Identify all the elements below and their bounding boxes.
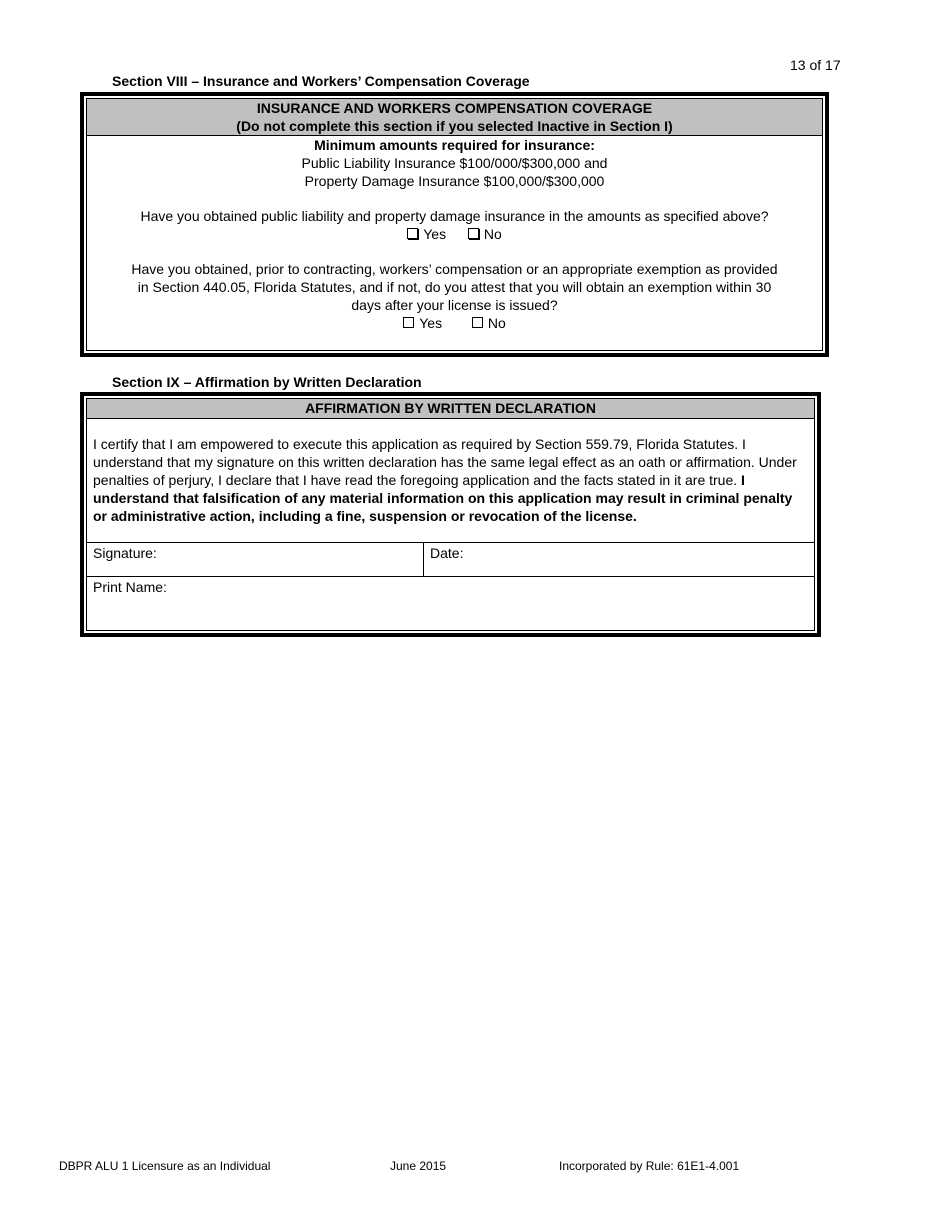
print-name-label: Print Name: bbox=[93, 579, 167, 595]
footer-form-name: DBPR ALU 1 Licensure as an Individual bbox=[59, 1159, 271, 1173]
checkbox-icon[interactable] bbox=[407, 228, 418, 239]
q1-no-option[interactable]: No bbox=[468, 226, 502, 242]
page-number: 13 of 17 bbox=[790, 57, 841, 73]
section-9-title: Section IX – Affirmation by Written Declaration bbox=[112, 374, 422, 390]
affirmation-header: AFFIRMATION BY WRITTEN DECLARATION bbox=[87, 399, 814, 419]
insurance-box bbox=[80, 92, 829, 357]
footer-date: June 2015 bbox=[390, 1159, 447, 1173]
print-name-field[interactable] bbox=[87, 577, 814, 610]
insurance-header-line1: INSURANCE AND WORKERS COMPENSATION COVERAGE bbox=[256, 100, 653, 116]
question-workers-comp-options bbox=[87, 314, 822, 332]
q2-no-option[interactable]: No bbox=[472, 315, 506, 331]
q1-yes-option[interactable]: Yes bbox=[407, 226, 446, 242]
liability-amount: Public Liability Insurance $100/000/$300,000 and bbox=[301, 155, 608, 171]
signature-field[interactable] bbox=[87, 543, 424, 576]
affirmation-text: I certify that I am empowered to execute this application as required by Section 559.79, Florida Statutes. I understand that my signature on this written declaration has the same legal effect as an oath or affirmation. Under penalties of perjury, I declare that I have read the foregoing application and the facts stated in it are true. I understand that falsification of any material information on this application may result in criminal penalty or administrative action, including a fine, suspension or revocation of the license. bbox=[93, 436, 797, 524]
q2-yes-option[interactable]: Yes bbox=[403, 315, 442, 331]
insurance-header bbox=[87, 99, 822, 136]
question-insurance-options bbox=[87, 225, 822, 243]
date-label: Date: bbox=[430, 545, 464, 561]
footer-rule: Incorporated by Rule: 61E1-4.001 bbox=[559, 1159, 740, 1173]
checkbox-icon[interactable] bbox=[468, 228, 479, 239]
insurance-header-line2: (Do not complete this section if you selected Inactive in Section I) bbox=[236, 118, 673, 134]
checkbox-icon[interactable] bbox=[472, 317, 483, 328]
property-damage-amount: Property Damage Insurance $100,000/$300,000 bbox=[304, 173, 605, 189]
signature-label: Signature: bbox=[93, 545, 157, 561]
question-workers-comp: Have you obtained, prior to contracting, workers’ compensation or an appropriate exemption as provided in Section 440.05, Florida Statutes, and if not, do you attest that you will obtain an exemption within 30 days after your license is issued? bbox=[131, 261, 778, 313]
minimum-amounts-title: Minimum amounts required for insurance: bbox=[314, 137, 595, 153]
section-8-title: Section VIII – Insurance and Workers’ Compensation Coverage bbox=[112, 73, 530, 89]
affirmation-box bbox=[80, 392, 821, 637]
print-name-row bbox=[87, 576, 814, 610]
signature-date-row bbox=[87, 542, 814, 576]
checkbox-icon[interactable] bbox=[403, 317, 414, 328]
question-insurance: Have you obtained public liability and property damage insurance in the amounts as specified above? bbox=[140, 208, 769, 224]
date-field[interactable] bbox=[424, 543, 814, 576]
